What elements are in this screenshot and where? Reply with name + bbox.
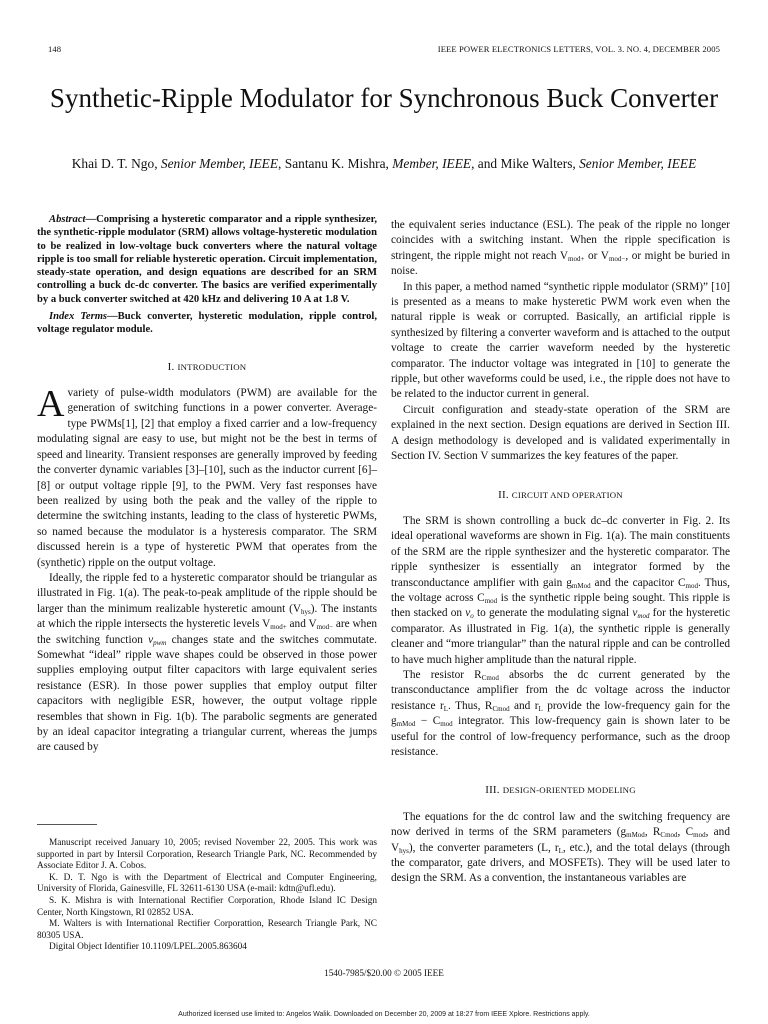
drop-cap: A <box>37 383 65 426</box>
left-column <box>37 213 377 756</box>
license-notice: Authorized licensed use limited to: Angelos Walik. Downloaded on December 20, 2009 at 18:27 from IEEE Xplore. Restrictions apply. <box>178 1011 590 1018</box>
modeling-paragraph-1: The equations for the dc control law and the switching frequency are now derived in terms of the SRM parameters ($g_{mMod}$, $R_{Cmod}$, $C_{mod}$, and $V_{hys}$), the converter parameters (L, $r_L$, etc.), and the total delays (through the comparator, gate drivers, and MOSFETs). They will be used later to design the SRM. As a convention, the instantaneous variables are <box>391 810 730 885</box>
footnotes <box>37 838 377 954</box>
journal-header: IEEE POWER ELECTRONICS LETTERS, VOL. 3. NO. 4, DECEMBER 2005 <box>437 44 720 54</box>
abstract-label: Abstract <box>49 214 86 225</box>
index-terms: Index Terms—Buck converter, hysteretic modulation, ripple control, voltage regulator module. <box>37 311 377 336</box>
author-name: Santanu K. Mishra <box>284 156 386 171</box>
esl-paragraph: the equivalent series inductance (ESL). The peak of the ripple no longer coincides with a switching instant. When the ripple specification is stringent, the ripple might not reach $V_{mod+}$ or $V_{mod-}$, or might be buried in noise. <box>391 219 731 278</box>
section-heading-modeling: III. DESIGN-ORIENTED MODELING <box>485 784 636 797</box>
footnote: Manuscript received January 10, 2005; revised November 22, 2005. This work was supported in part by Intersil Corporation, Research Triangle Park, NC. Recommended by Associate Editor J. A. Cobos. <box>37 838 377 872</box>
paper-outline-paragraph: Circuit configuration and steady-state operation of the SRM are explained in the next section. Design equations are derived in Section III. A design methodology is developed and is validated experimentally in Section IV. Section V summarizes the key features of the paper. <box>391 403 730 463</box>
paper-method-paragraph: In this paper, a method named “synthetic ripple modulator (SRM)” [10] is presented as a means to make hysteretic PWM work even when the natural ripple is weak or corrupted. Basically, an artificial ripple is synthesized by filtering a converter waveform and is attached to the output voltage to create the carrier waveform needed by the hysteretic comparator. The inductor voltage was integrated in [10] to generate the ripple, but other waveforms could be used, i.e., the ripple does not have to be related to the inductor current in general. <box>391 280 730 401</box>
author-role: Senior Member, IEEE <box>160 156 279 171</box>
circuit-paragraph-2: The resistor $R_{Cmod}$ absorbs the dc current generated by the transconductance amplifier from the dc voltage across the inductor resistance $r_L$. Thus, $R_{Cmod}$ and $r_L$ provide the low-frequency gain for the $g_{mMod} - C_{mod}$ integrator. This low-frequency gain is shown later to be useful for the control of low-frequency performance, such as the droop resistance. <box>391 668 730 758</box>
paper-title: Synthetic-Ripple Modulator for Synchronous Buck Converter <box>49 83 719 113</box>
copyright-line: 1540-7985/$20.00 © 2005 IEEE <box>324 968 444 978</box>
author-name: Khai D. T. Ngo <box>71 156 155 171</box>
right-column <box>391 218 730 887</box>
author-name: Mike Walters <box>500 156 573 171</box>
page-number: 148 <box>48 44 62 54</box>
section-heading-introduction: I. INTRODUCTION <box>167 360 247 373</box>
footnote-doi: Digital Object Identifier 10.1109/LPEL.2005.863604 <box>49 942 247 953</box>
section-heading-circuit: II. CIRCUIT AND OPERATION <box>498 488 623 501</box>
abstract: Abstract—Comprising a hysteretic comparator and a ripple synthesizer, the synthetic-ripple modulator (SRM) allows voltage-hysteretic modulation to be realized in low-voltage buck converters where the natural voltage ripple is too small for reliable hysteretic operation. Circuit implementation, steady-state operation, and design equations are described for an SRM controlling a buck dc-dc converter. The basics are verified experimentally by a buck converter switched at 420 kHz and delivering 10 A at 1.8 V. <box>37 214 377 305</box>
footnote-rule <box>37 824 97 825</box>
footnote: S. K. Mishra is with International Rectifier Corporation, Rhode Island IC Design Center, North Kingstown, RI 02852 USA. <box>37 895 377 918</box>
footnote: M. Walters is with International Rectifier Corporattion, Research Triangle Park, NC 80305 USA. <box>37 919 377 941</box>
intro-paragraph-1: Avariety of pulse-width modulators (PWM) are available for the generation of switching functions in a power converter. Average-type PWMs[1], [2] that employ a fixed carrier and a low-frequency modulating signal are easy to use, but might not be the best in terms of speed and linearity. Transient responses are generally improved by feeding the converter dynamic variables [3]–[10], such as the inductor current [6]–[8] or output voltage ripple [9], to the PWM. Very fast responses have been realized by using both the peak and the valley of the ripple to determine the switching instants, leading to the class of hysteretic PWMs, so named because the modulator is a hysteresis comparator. The SRM discussed herein is a type of hysteretic PWM that operates from the (synthetic) ripple on the output voltage. <box>37 383 377 569</box>
author-role: Senior Member, IEEE <box>579 156 697 171</box>
author-role: Member, IEEE <box>392 156 472 171</box>
intro-paragraph-2: Ideally, the ripple fed to a hysteretic comparator should be triangular as illustrated in Fig. 1(a). The peak-to-peak amplitude of the ripple should be larger than the minimum realizable hysteretic amount $(V_{hys})$. The instants at which the ripple intersects the hysteretic levels $V_{mod+}$ and $V_{mod-}$ are when the switching function $v_{pwm}$ changes state and the switches commutate. Somewhat “ideal” ripple wave shapes could be observed in those power supplies employing output filter capacitors with large equivalent series resistance (ESR). In those power supplies that employ output filter capacitors with negligible ESR, however, the output voltage ripple resembles that shown in Fig. 1(b). The parabolic segments are generated by an ideal capacitor integrating a triangular current, whereas the jumps are caused by <box>37 571 377 754</box>
footnote: K. D. T. Ngo is with the Department of Electrical and Computer Engineering, University of Florida, Gainesville, FL 32611-6130 USA (e-mail: kdtn@ufl.edu). <box>37 872 377 895</box>
author-list: Khai D. T. Ngo, Senior Member, IEEE, Santanu K. Mishra, Member, IEEE, and Mike Walters, Senior Member, IEEE <box>71 156 697 171</box>
circuit-paragraph-1: The SRM is shown controlling a buck dc–dc converter in Fig. 2. Its ideal operational waveforms are shown in Fig. 1(a). The main constituents of the SRM are the ripple synthesizer and the hysteretic comparator. The ripple synthesizer is essentially an integrator formed by the transconductance amplifier with gain $g_{mMod}$ and the capacitor $C_{mod}$. Thus, the voltage across $C_{mod}$ is the synthetic ripple being sought. This ripple is then stacked on $v_o$ to generate the modulating signal $v_{mod}$ for the hysteretic comparator. As illustrated in Fig. 1(a), the synthetic ripple is generally cleaner and “more triangular” than the natural ripple and can be controlled to have much higher amplitude than the natural ripple. <box>391 514 731 666</box>
index-terms-label: Index Terms <box>49 311 108 323</box>
